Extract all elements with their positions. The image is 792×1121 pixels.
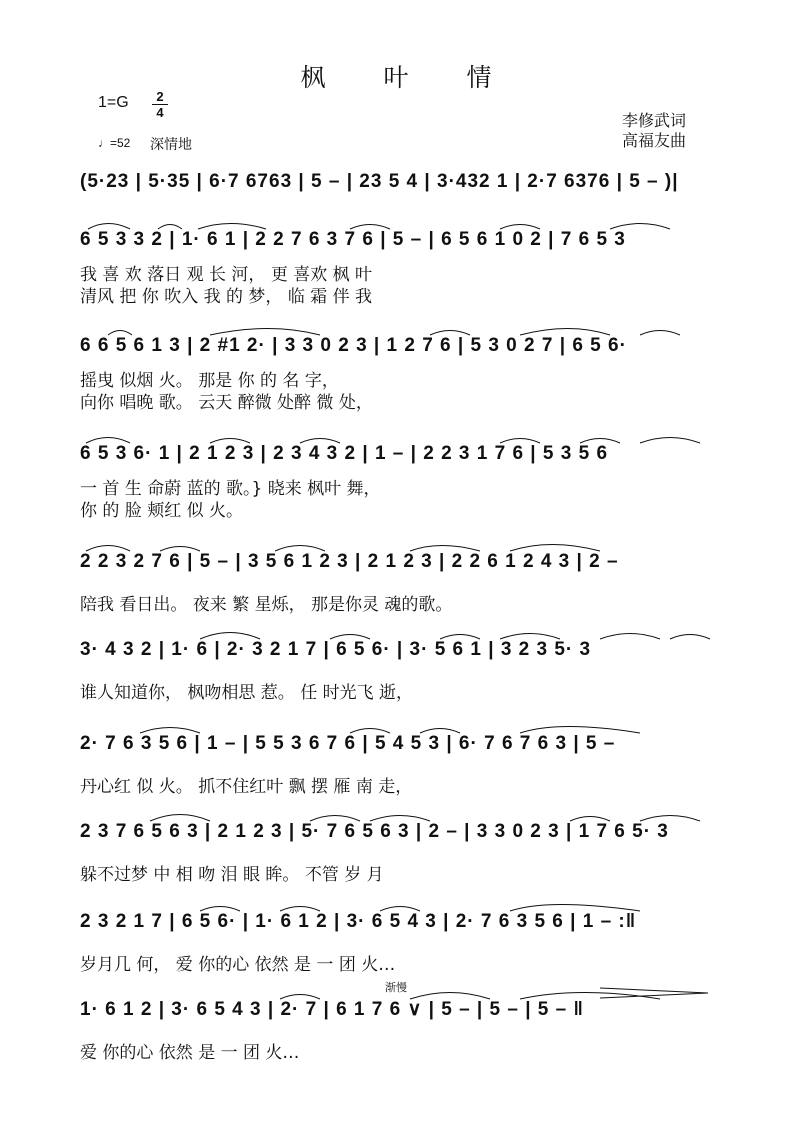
notation-line: 3· 4 3 2 | 1· 6 | 2· 3 2 1 7 | 6 5 6· | 3· 5 6 1 | 3 2 3 5· 3	[80, 639, 592, 660]
lyricist-credit: 李修武词	[622, 111, 687, 130]
lyric-verse-1: 躲不过梦 中 相 吻 泪 眼 眸。 不管 岁 月	[80, 865, 384, 885]
meter-bottom: 4	[156, 105, 164, 120]
lyric-verse-1: 一 首 生 命蔚 蓝的 歌。} 晓来 枫叶 舞，	[80, 479, 381, 499]
lyric-verse-1: 我 喜 欢 落日 观 长 河， 更 喜欢 枫 叶	[80, 265, 373, 285]
notation-line: 6 5 3 3 2 | 1· 6 1 | 2 2 7 6 3 7 6 | 5 – | 6 5 6 1 0 2 | 7 6 5 3	[80, 229, 626, 250]
notation-line: 1· 6 1 2 | 3· 6 5 4 3 | 2· 7 | 6 1 7 6 ∨ | 5 – | 5 – | 5 – ‖	[80, 999, 584, 1020]
lyric-verse-2: 清风 把 你 吹入 我 的 梦， 临 霜 伴 我	[80, 287, 373, 307]
key-signature: 1=G	[98, 94, 129, 111]
meter-top: 2	[156, 89, 164, 104]
expression-marking: 深情地	[150, 137, 192, 153]
lyric-verse-2: 向你 唱晚 歌。 云天 醉微 处醉 微 处，	[80, 393, 373, 413]
notation-line: 6 5 3 6· 1 | 2 1 2 3 | 2 3 4 3 2 | 1 – | 2 2 3 1 7 6 | 5 3 5 6	[80, 443, 609, 464]
notation-line: 2 3 2 1 7 | 6 5 6· | 1· 6 1 2 | 3· 6 5 4 3 | 2· 7 6 3 5 6 | 1 – :‖	[80, 911, 637, 932]
ritardando-marking: 渐慢	[385, 981, 407, 994]
lyric-verse-1: 谁人知道你， 枫吻相思 惹。 任 时光飞 逝，	[80, 683, 414, 703]
lyric-verse-1: 陪我 看日出。 夜来 繁 星烁， 那是你灵 魂的歌。	[80, 595, 453, 615]
song-title: 枫叶情	[300, 63, 550, 92]
time-signature	[152, 90, 168, 119]
lyric-verse-1: 丹心红 似 火。 抓不住红叶 飘 摆 雁 南 走，	[80, 777, 413, 797]
composer-credit: 高福友曲	[622, 131, 687, 150]
notation-line: (5·23 | 5·35 | 6·7 6763 | 5 – | 23 5 4 | 3·432 1 | 2·7 6376 | 5 – )|	[80, 171, 679, 192]
notation-line: 6 6 5 6 1 3 | 2 #1 2· | 3 3 0 2 3 | 1 2 7 6 | 5 3 0 2 7 | 6 5 6·	[80, 335, 627, 356]
lyric-verse-1: 岁月几 何， 爱 你的心 依然 是 一 团 火…	[80, 955, 396, 975]
lyric-verse-2: 你 的 脸 颊红 似 火。	[80, 501, 244, 521]
notation-line: 2 2 3 2 7 6 | 5 – | 3 5 6 1 2 3 | 2 1 2 3 | 2 2 6 1 2 4 3 | 2 –	[80, 551, 619, 572]
notation-line: 2· 7 6 3 5 6 | 1 – | 5 5 3 6 7 6 | 5 4 5 3 | 6· 7 6 7 6 3 | 5 –	[80, 733, 616, 754]
lyric-verse-1: 爱 你的心 依然 是 一 团 火…	[80, 1043, 300, 1063]
tempo-marking: ♩=52	[98, 136, 131, 150]
lyric-verse-1: 摇曳 似烟 火。 那是 你 的 名 字，	[80, 371, 339, 391]
notation-line: 2 3 7 6 5 6 3 | 2 1 2 3 | 5· 7 6 5 6 3 | 2 – | 3 3 0 2 3 | 1 7 6 5· 3	[80, 821, 669, 842]
